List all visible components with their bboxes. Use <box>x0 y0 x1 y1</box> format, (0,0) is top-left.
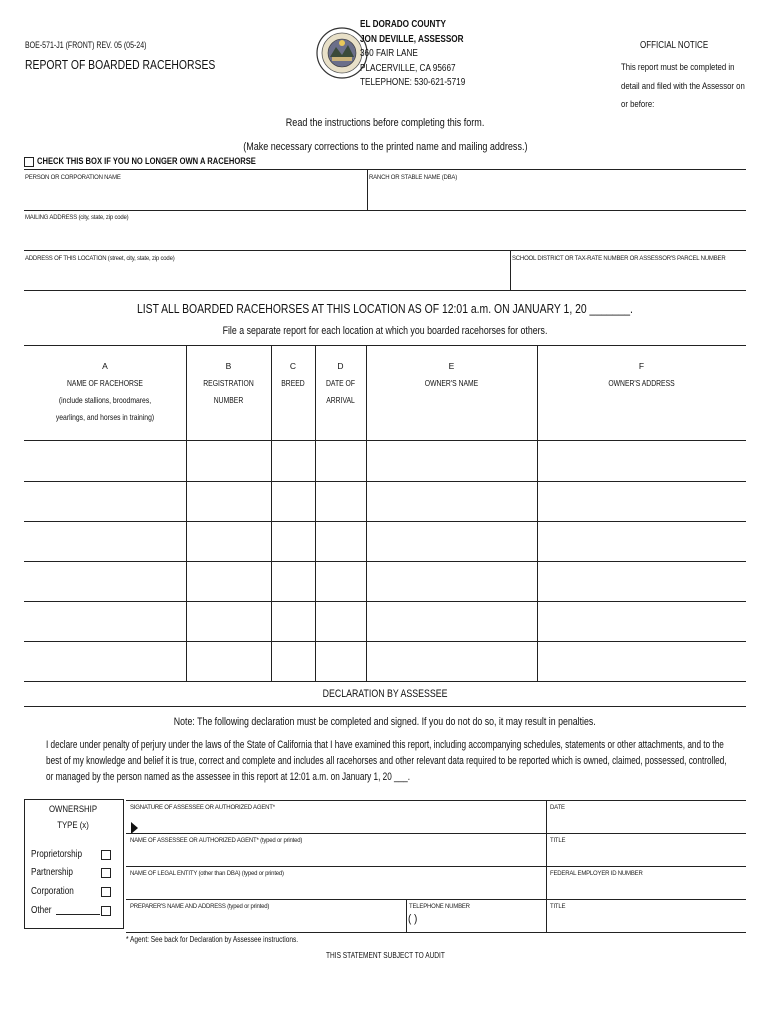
divider <box>24 250 746 251</box>
fein-field[interactable] <box>548 878 744 898</box>
preparer-field[interactable] <box>128 911 404 931</box>
table-row[interactable] <box>24 441 746 480</box>
date-label: DATE <box>550 805 565 811</box>
no-longer-own-checkbox[interactable] <box>24 157 34 167</box>
instructions-line-2: (Make necessary corrections to the printed name and mailing address.) <box>242 141 528 153</box>
notice-title: OFFICIAL NOTICE <box>640 40 709 51</box>
table-row[interactable] <box>24 642 746 681</box>
school-district-label: SCHOOL DISTRICT OR TAX-RATE NUMBER OR ASSESSOR'S PARCEL NUMBER <box>512 256 726 262</box>
county-street: 360 FAIR LANE <box>360 48 418 59</box>
divider <box>24 210 746 211</box>
table-row[interactable] <box>24 482 746 521</box>
legal-entity-field[interactable] <box>128 878 544 898</box>
column-letter: B <box>225 361 232 371</box>
title-label: TITLE <box>550 838 566 844</box>
partnership-checkbox[interactable] <box>101 868 111 878</box>
ownership-option-proprietorship <box>31 849 93 860</box>
other-checkbox[interactable] <box>101 906 111 916</box>
audit-note: THIS STATEMENT SUBJECT TO AUDIT <box>325 951 445 960</box>
column-header-d <box>315 358 366 409</box>
column-header-a <box>24 358 186 426</box>
table-row[interactable] <box>24 522 746 561</box>
column-header-f <box>537 358 746 392</box>
column-label: (include stallions, broodmares, <box>58 395 152 405</box>
divider <box>126 800 746 801</box>
form-title: REPORT OF BOARDED RACEHORSES <box>25 57 216 72</box>
person-name-field[interactable] <box>24 182 366 210</box>
column-header-e <box>366 358 537 392</box>
declaration-note: Note: The following declaration must be completed and signed. If you do not do so, it may result in penalties. <box>174 716 596 728</box>
divider <box>510 250 511 290</box>
column-letter: F <box>638 361 645 371</box>
agent-name-label: NAME OF ASSESSEE OR AUTHORIZED AGENT* (typed or printed) <box>130 838 303 844</box>
no-longer-own-label: CHECK THIS BOX IF YOU NO LONGER OWN A RACEHORSE <box>37 156 256 167</box>
title2-label: TITLE <box>550 904 566 910</box>
divider <box>24 169 746 170</box>
declaration-title: DECLARATION BY ASSESSEE <box>322 688 448 700</box>
title-field[interactable] <box>548 845 744 865</box>
signature-label: SIGNATURE OF ASSESSEE OR AUTHORIZED AGENT* <box>130 805 275 811</box>
declaration-line: or managed by the person named as the assessee in this report at 12:01 a.m. on January 1, 20 ___. <box>46 771 411 783</box>
corporation-checkbox[interactable] <box>101 887 111 897</box>
table-bottom-border <box>24 681 746 682</box>
mailing-address-label: MAILING ADDRESS (city, state, zip code) <box>25 215 129 221</box>
divider <box>126 899 746 900</box>
divider <box>126 833 746 834</box>
ownership-title: OWNERSHIP TYPE (x) <box>48 804 98 831</box>
ownership-option-partnership <box>31 867 82 878</box>
divider <box>24 290 746 291</box>
declaration-line: I declare under penalty of perjury under the laws of the State of California that I have examined this report, including accompanying schedules, statements or other attachments, and to the <box>46 739 724 751</box>
column-letter: C <box>289 361 297 371</box>
telephone-field[interactable]: ( ) <box>408 913 418 925</box>
list-subtitle: File a separate report for each location at which you boarded racehorses for others. <box>222 325 548 337</box>
column-label: BREED <box>281 378 305 388</box>
column-label: NUMBER <box>213 395 244 405</box>
divider <box>24 706 746 707</box>
location-address-field[interactable] <box>24 263 508 289</box>
other-text-field[interactable] <box>56 905 100 915</box>
telephone-label: TELEPHONE NUMBER <box>409 904 470 910</box>
column-label: ARRIVAL <box>326 395 355 405</box>
ranch-name-label: RANCH OR STABLE NAME (DBA) <box>369 175 458 181</box>
divider <box>126 932 746 933</box>
no-longer-own-row <box>24 156 311 167</box>
column-label: OWNER'S ADDRESS <box>608 378 675 388</box>
column-header-b <box>186 358 271 409</box>
title2-field[interactable] <box>548 911 744 931</box>
ownership-option-corporation <box>31 886 83 897</box>
fein-label: FEDERAL EMPLOYER ID NUMBER <box>550 871 643 877</box>
divider <box>126 866 746 867</box>
ownership-option-label: Proprietorship <box>31 849 83 860</box>
ownership-option-label: Partnership <box>31 867 73 878</box>
legal-entity-label: NAME OF LEGAL ENTITY (other than DBA) (typed or printed) <box>130 871 284 877</box>
signature-field[interactable] <box>140 812 544 832</box>
column-label: DATE OF <box>326 378 355 388</box>
agent-footnote: * Agent: See back for Declaration by Assessee instructions. <box>126 935 299 944</box>
ranch-name-field[interactable] <box>369 182 745 210</box>
notice-line: or before: <box>621 99 655 110</box>
list-title: LIST ALL BOARDED RACEHORSES AT THIS LOCATION AS OF 12:01 a.m. ON JANUARY 1, 20 _______. <box>137 301 633 316</box>
school-district-field[interactable] <box>512 263 744 289</box>
agent-name-field[interactable] <box>128 845 544 865</box>
column-letter: E <box>448 361 455 371</box>
column-letter: A <box>102 361 108 371</box>
county-city: PLACERVILLE, CA 95667 <box>360 62 456 74</box>
person-name-label: PERSON OR CORPORATION NAME <box>25 175 121 181</box>
county-phone: TELEPHONE: 530-621-5719 <box>360 77 466 88</box>
proprietorship-checkbox[interactable] <box>101 850 111 860</box>
form-id: BOE-571-J1 (FRONT) REV. 05 (05-24) <box>25 40 147 50</box>
column-letter: D <box>337 361 344 371</box>
assessor-name: JON DEVILLE, ASSESSOR <box>360 33 464 45</box>
table-row[interactable] <box>24 562 746 601</box>
column-label: NAME OF RACEHORSE <box>67 378 143 388</box>
notice-line: detail and filed with the Assessor on <box>621 80 745 92</box>
preparer-label: PREPARER'S NAME AND ADDRESS (typed or printed) <box>130 904 270 910</box>
county-name: EL DORADO COUNTY <box>360 19 446 30</box>
column-label: REGISTRATION <box>203 378 254 388</box>
divider <box>406 899 407 932</box>
ownership-option-label: Other <box>31 905 52 916</box>
ownership-option-label: Corporation <box>31 886 74 897</box>
table-top-border <box>24 345 746 346</box>
column-label: OWNER'S NAME <box>424 378 479 388</box>
table-row[interactable] <box>24 602 746 641</box>
column-label: yearlings, and horses in training) <box>55 412 155 422</box>
notice-line: This report must be completed in <box>621 62 735 73</box>
declaration-text <box>46 737 736 785</box>
date-field[interactable] <box>548 812 744 832</box>
declaration-line: best of my knowledge and belief it is true, correct and complete and includes all racehorses and other relevant data required to be reported which is owned, claimed, possessed, controlled, <box>46 755 727 767</box>
mailing-address-field[interactable] <box>24 222 744 250</box>
county-address-block <box>360 18 465 91</box>
ownership-option-other <box>31 905 56 916</box>
instructions-line-1: Read the instructions before completing this form. <box>285 117 485 129</box>
notice-body <box>621 59 749 115</box>
column-header-c <box>271 358 315 392</box>
divider <box>367 169 368 211</box>
location-address-label: ADDRESS OF THIS LOCATION (street, city, state, zip code) <box>25 256 175 262</box>
